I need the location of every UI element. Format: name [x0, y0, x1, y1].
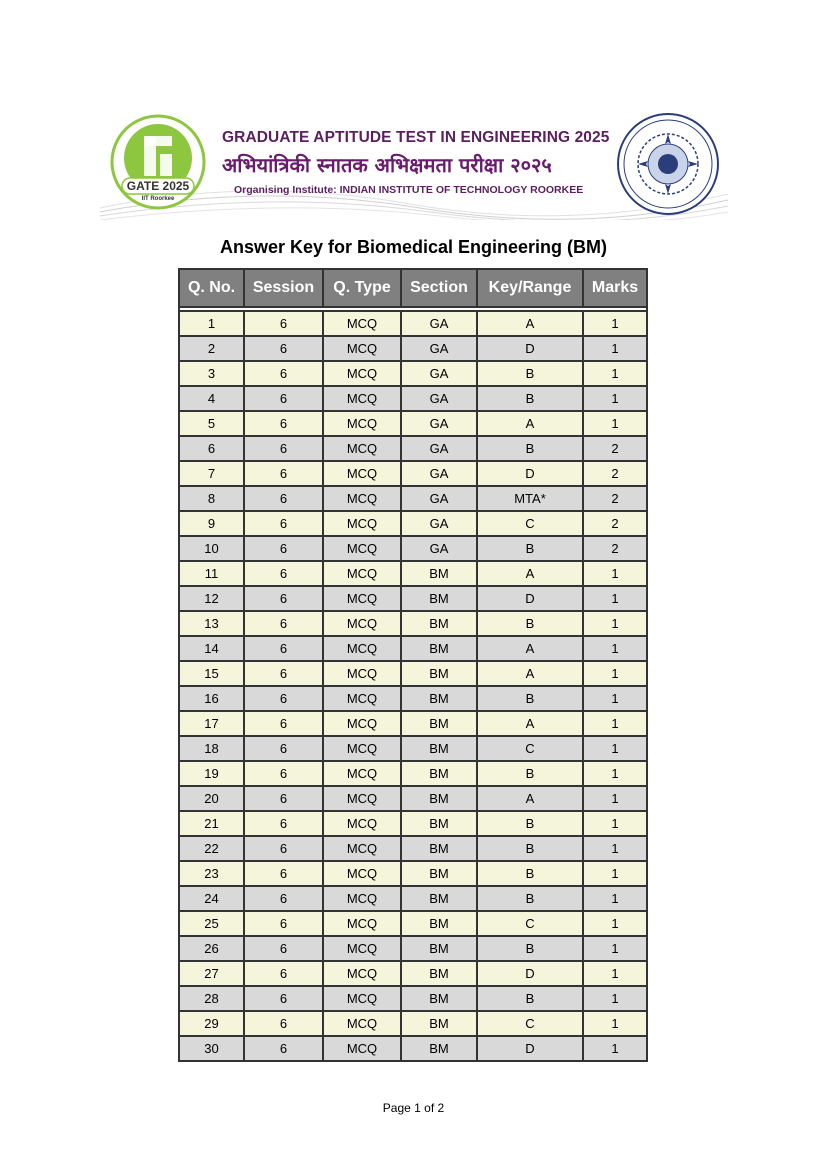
cell-key: B	[477, 836, 583, 861]
cell-qno: 26	[179, 936, 244, 961]
table-row	[179, 786, 647, 811]
cell-session: 6	[244, 761, 323, 786]
table-row	[179, 511, 647, 536]
table-row	[179, 861, 647, 886]
table-row	[179, 311, 647, 336]
cell-qno: 20	[179, 786, 244, 811]
table-row	[179, 836, 647, 861]
table-row	[179, 336, 647, 361]
table-row	[179, 711, 647, 736]
table-row	[179, 636, 647, 661]
cell-key: C	[477, 511, 583, 536]
cell-qtype: MCQ	[323, 336, 401, 361]
cell-session: 6	[244, 986, 323, 1011]
cell-qtype: MCQ	[323, 386, 401, 411]
table-row	[179, 911, 647, 936]
banner-title-english: GRADUATE APTITUDE TEST IN ENGINEERING 2025	[222, 129, 610, 146]
banner-title-hindi: अभियांत्रिकी स्नातक अभिक्षमता परीक्षा २०२५	[222, 153, 552, 177]
cell-marks: 1	[583, 311, 647, 336]
cell-session: 6	[244, 836, 323, 861]
cell-qno: 2	[179, 336, 244, 361]
cell-section: BM	[401, 786, 477, 811]
cell-qno: 15	[179, 661, 244, 686]
cell-key: B	[477, 686, 583, 711]
cell-key: D	[477, 961, 583, 986]
cell-section: GA	[401, 461, 477, 486]
cell-key: B	[477, 861, 583, 886]
cell-qno: 8	[179, 486, 244, 511]
table-row	[179, 436, 647, 461]
cell-qtype: MCQ	[323, 786, 401, 811]
cell-session: 6	[244, 486, 323, 511]
cell-qtype: MCQ	[323, 486, 401, 511]
answer-key-table	[178, 268, 648, 1062]
table-row	[179, 386, 647, 411]
cell-session: 6	[244, 536, 323, 561]
cell-qtype: MCQ	[323, 911, 401, 936]
cell-qno: 3	[179, 361, 244, 386]
table-row	[179, 1036, 647, 1061]
cell-session: 6	[244, 1036, 323, 1061]
cell-section: GA	[401, 336, 477, 361]
cell-key: D	[477, 1036, 583, 1061]
table-row	[179, 686, 647, 711]
cell-qno: 22	[179, 836, 244, 861]
cell-session: 6	[244, 636, 323, 661]
cell-session: 6	[244, 436, 323, 461]
cell-section: BM	[401, 686, 477, 711]
cell-section: BM	[401, 661, 477, 686]
cell-section: BM	[401, 1036, 477, 1061]
cell-section: GA	[401, 311, 477, 336]
cell-qno: 29	[179, 1011, 244, 1036]
cell-key: A	[477, 786, 583, 811]
cell-key: B	[477, 611, 583, 636]
table-row	[179, 736, 647, 761]
cell-qtype: MCQ	[323, 736, 401, 761]
cell-qtype: MCQ	[323, 461, 401, 486]
cell-section: GA	[401, 386, 477, 411]
column-header-session: Session	[244, 269, 323, 307]
table-row	[179, 1011, 647, 1036]
cell-session: 6	[244, 311, 323, 336]
cell-session: 6	[244, 511, 323, 536]
cell-key: C	[477, 736, 583, 761]
cell-session: 6	[244, 411, 323, 436]
cell-key: B	[477, 761, 583, 786]
table-row	[179, 611, 647, 636]
cell-qno: 27	[179, 961, 244, 986]
cell-section: BM	[401, 936, 477, 961]
cell-session: 6	[244, 686, 323, 711]
cell-qtype: MCQ	[323, 611, 401, 636]
column-header-marks: Marks	[583, 269, 647, 307]
cell-section: BM	[401, 861, 477, 886]
iit-roorkee-emblem-icon	[616, 112, 720, 216]
cell-marks: 1	[583, 561, 647, 586]
cell-qno: 17	[179, 711, 244, 736]
cell-marks: 1	[583, 836, 647, 861]
table-row	[179, 886, 647, 911]
page-title: Answer Key for Biomedical Engineering (BM)	[219, 237, 608, 257]
cell-key: B	[477, 386, 583, 411]
cell-marks: 1	[583, 761, 647, 786]
organising-institute-text: Organising Institute: INDIAN INSTITUTE OF TECHNOLOGY ROORKEE	[234, 184, 584, 196]
column-header-section: Section	[401, 269, 477, 307]
cell-key: B	[477, 436, 583, 461]
cell-qtype: MCQ	[323, 961, 401, 986]
cell-marks: 1	[583, 686, 647, 711]
cell-qno: 11	[179, 561, 244, 586]
cell-session: 6	[244, 386, 323, 411]
cell-section: BM	[401, 636, 477, 661]
cell-key: A	[477, 311, 583, 336]
cell-qno: 18	[179, 736, 244, 761]
cell-section: BM	[401, 586, 477, 611]
cell-session: 6	[244, 736, 323, 761]
cell-session: 6	[244, 561, 323, 586]
cell-qno: 23	[179, 861, 244, 886]
cell-marks: 1	[583, 936, 647, 961]
cell-qtype: MCQ	[323, 411, 401, 436]
cell-qno: 6	[179, 436, 244, 461]
cell-qno: 1	[179, 311, 244, 336]
cell-marks: 1	[583, 886, 647, 911]
cell-key: B	[477, 361, 583, 386]
cell-marks: 1	[583, 911, 647, 936]
cell-section: BM	[401, 611, 477, 636]
cell-section: GA	[401, 436, 477, 461]
cell-marks: 1	[583, 961, 647, 986]
cell-qtype: MCQ	[323, 586, 401, 611]
cell-marks: 1	[583, 636, 647, 661]
cell-session: 6	[244, 361, 323, 386]
cell-section: GA	[401, 511, 477, 536]
cell-key: A	[477, 636, 583, 661]
cell-marks: 1	[583, 786, 647, 811]
cell-qtype: MCQ	[323, 561, 401, 586]
page-number: Page 1 of 2	[382, 1101, 445, 1115]
cell-qtype: MCQ	[323, 686, 401, 711]
cell-qno: 21	[179, 811, 244, 836]
cell-qtype: MCQ	[323, 711, 401, 736]
cell-key: B	[477, 811, 583, 836]
cell-marks: 1	[583, 811, 647, 836]
cell-marks: 1	[583, 361, 647, 386]
column-header-qtype: Q. Type	[323, 269, 401, 307]
cell-section: GA	[401, 486, 477, 511]
table-row	[179, 411, 647, 436]
cell-qno: 14	[179, 636, 244, 661]
cell-key: D	[477, 461, 583, 486]
table-row	[179, 586, 647, 611]
cell-section: BM	[401, 761, 477, 786]
cell-marks: 2	[583, 536, 647, 561]
cell-session: 6	[244, 461, 323, 486]
cell-key: B	[477, 986, 583, 1011]
cell-marks: 1	[583, 986, 647, 1011]
cell-qno: 24	[179, 886, 244, 911]
cell-qtype: MCQ	[323, 836, 401, 861]
cell-key: A	[477, 561, 583, 586]
cell-session: 6	[244, 786, 323, 811]
cell-qtype: MCQ	[323, 886, 401, 911]
cell-session: 6	[244, 336, 323, 361]
column-header-key-range: Key/Range	[477, 269, 583, 307]
cell-session: 6	[244, 936, 323, 961]
header-banner	[100, 112, 728, 220]
cell-section: BM	[401, 986, 477, 1011]
cell-session: 6	[244, 961, 323, 986]
cell-qno: 10	[179, 536, 244, 561]
cell-qno: 13	[179, 611, 244, 636]
cell-section: BM	[401, 561, 477, 586]
cell-qtype: MCQ	[323, 811, 401, 836]
cell-marks: 1	[583, 336, 647, 361]
cell-qno: 9	[179, 511, 244, 536]
cell-marks: 1	[583, 386, 647, 411]
cell-qtype: MCQ	[323, 761, 401, 786]
cell-session: 6	[244, 586, 323, 611]
cell-qtype: MCQ	[323, 311, 401, 336]
cell-marks: 2	[583, 436, 647, 461]
cell-session: 6	[244, 911, 323, 936]
cell-qno: 28	[179, 986, 244, 1011]
cell-marks: 1	[583, 1011, 647, 1036]
cell-section: BM	[401, 736, 477, 761]
cell-qtype: MCQ	[323, 436, 401, 461]
cell-key: B	[477, 536, 583, 561]
cell-section: BM	[401, 961, 477, 986]
cell-marks: 2	[583, 511, 647, 536]
cell-section: GA	[401, 411, 477, 436]
cell-section: BM	[401, 1011, 477, 1036]
cell-key: C	[477, 1011, 583, 1036]
cell-session: 6	[244, 661, 323, 686]
cell-marks: 1	[583, 1036, 647, 1061]
cell-section: BM	[401, 811, 477, 836]
cell-qtype: MCQ	[323, 361, 401, 386]
cell-session: 6	[244, 611, 323, 636]
cell-key: A	[477, 661, 583, 686]
cell-key: B	[477, 886, 583, 911]
cell-marks: 1	[583, 736, 647, 761]
cell-marks: 1	[583, 611, 647, 636]
cell-session: 6	[244, 711, 323, 736]
cell-session: 6	[244, 886, 323, 911]
cell-key: B	[477, 936, 583, 961]
cell-section: BM	[401, 711, 477, 736]
cell-qno: 25	[179, 911, 244, 936]
table-row	[179, 961, 647, 986]
table-row	[179, 986, 647, 1011]
cell-key: A	[477, 711, 583, 736]
table-row	[179, 761, 647, 786]
cell-qtype: MCQ	[323, 936, 401, 961]
cell-qno: 30	[179, 1036, 244, 1061]
cell-qno: 4	[179, 386, 244, 411]
cell-marks: 2	[583, 486, 647, 511]
cell-section: BM	[401, 911, 477, 936]
table-body	[179, 307, 647, 1061]
column-header-qno: Q. No.	[179, 269, 244, 307]
cell-key: D	[477, 336, 583, 361]
cell-qtype: MCQ	[323, 1036, 401, 1061]
table-row	[179, 361, 647, 386]
cell-section: GA	[401, 536, 477, 561]
table-row	[179, 811, 647, 836]
table-row	[179, 536, 647, 561]
gate-logo-subtext: IIT Roorkee	[141, 196, 175, 202]
table-row	[179, 661, 647, 686]
cell-marks: 1	[583, 586, 647, 611]
cell-session: 6	[244, 861, 323, 886]
cell-qno: 5	[179, 411, 244, 436]
cell-key: C	[477, 911, 583, 936]
cell-qno: 12	[179, 586, 244, 611]
cell-marks: 1	[583, 711, 647, 736]
cell-qtype: MCQ	[323, 636, 401, 661]
cell-qtype: MCQ	[323, 1011, 401, 1036]
cell-key: A	[477, 411, 583, 436]
cell-section: GA	[401, 361, 477, 386]
cell-marks: 1	[583, 411, 647, 436]
cell-qno: 7	[179, 461, 244, 486]
cell-qtype: MCQ	[323, 536, 401, 561]
table-header-row	[179, 269, 647, 307]
cell-qtype: MCQ	[323, 661, 401, 686]
cell-session: 6	[244, 811, 323, 836]
cell-section: BM	[401, 836, 477, 861]
cell-marks: 2	[583, 461, 647, 486]
cell-qtype: MCQ	[323, 861, 401, 886]
cell-session: 6	[244, 1011, 323, 1036]
gate-logo-text: GATE 2025	[126, 179, 190, 193]
cell-qtype: MCQ	[323, 986, 401, 1011]
table-row	[179, 936, 647, 961]
cell-qno: 16	[179, 686, 244, 711]
cell-marks: 1	[583, 661, 647, 686]
cell-qtype: MCQ	[323, 511, 401, 536]
cell-key: MTA*	[477, 486, 583, 511]
cell-section: BM	[401, 886, 477, 911]
table-row	[179, 561, 647, 586]
cell-key: D	[477, 586, 583, 611]
table-row	[179, 461, 647, 486]
table-row	[179, 486, 647, 511]
cell-qno: 19	[179, 761, 244, 786]
cell-marks: 1	[583, 861, 647, 886]
